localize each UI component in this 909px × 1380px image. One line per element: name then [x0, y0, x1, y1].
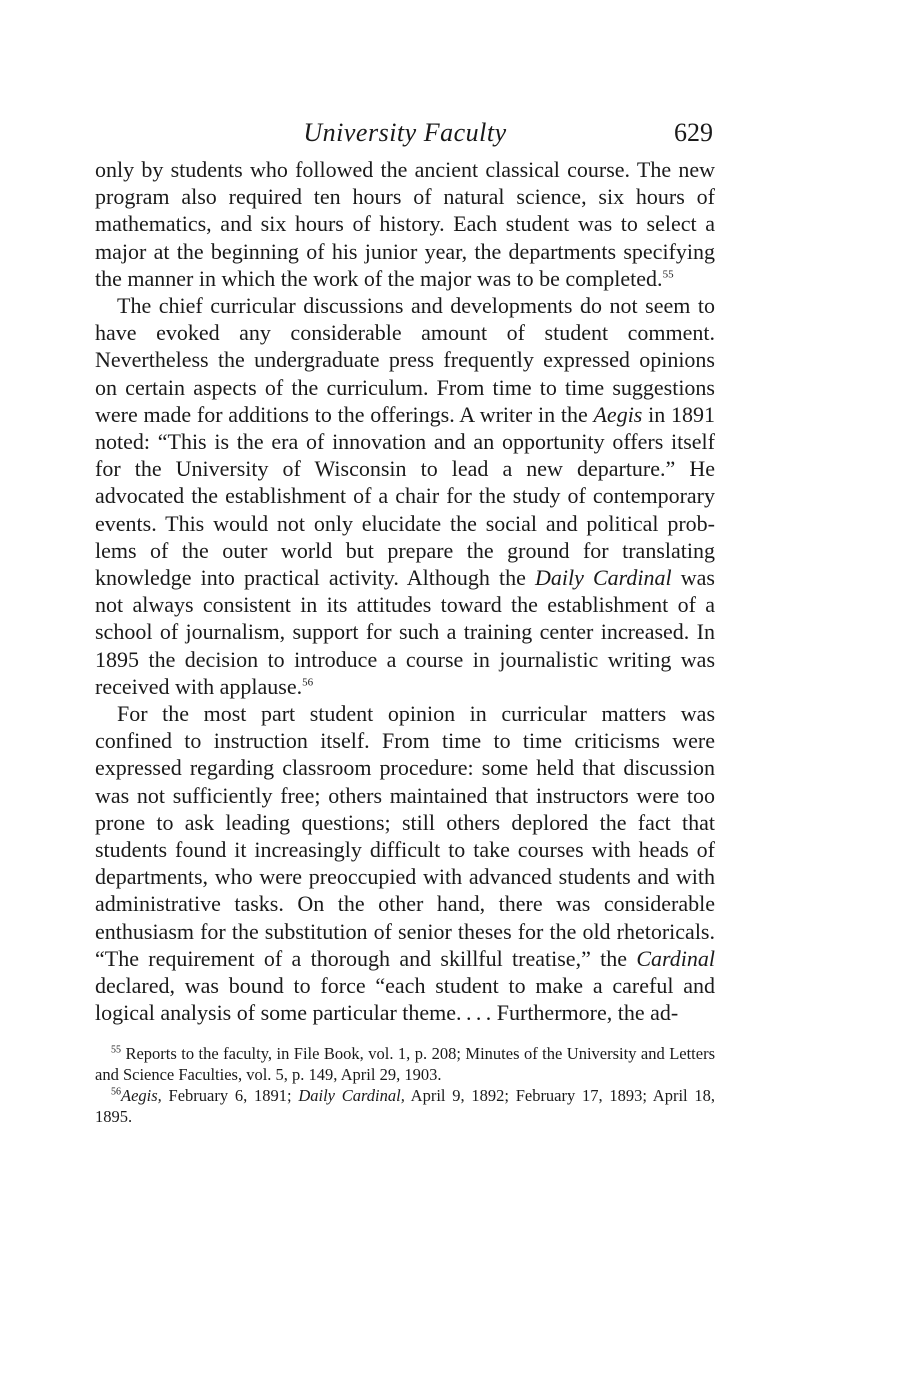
- body-text: [95, 156, 715, 1027]
- footnote-reference: 56: [302, 676, 314, 689]
- footnote-number: 55: [111, 1044, 121, 1055]
- italic-title: Daily Cardinal,: [298, 1085, 405, 1105]
- text-run: April 9, 1892; February 17, 1893; April 18, 1895.: [95, 1085, 715, 1126]
- italic-title: Aegis,: [121, 1085, 162, 1105]
- text-run: February 6, 1891;: [161, 1085, 299, 1105]
- italic-title: Aegis: [593, 401, 643, 427]
- paragraph: [95, 700, 715, 1026]
- paragraph: [95, 292, 715, 700]
- footnote: [95, 1085, 715, 1127]
- text-run: For the most part student opinion in curricular matters was confined to instruction itself. From time to time criticisms were expressed regarding classroom procedure: some held that discussion was not sufficiently free; others maintained that instructors were too prone to ask leading questions; still others deplored the fact that students found it increasingly difficult to take courses with heads of departments, who were preoccupied with advanced students and with administrative tasks. On the other hand, there was considerable enthusiasm for the substitution of senior theses for the old rhetoricals. “The requirement of a thorough and skillful treatise,” the: [95, 701, 715, 971]
- paragraph: [95, 156, 715, 292]
- footnote-number: 56: [111, 1086, 121, 1097]
- footnote-reference: 55: [662, 268, 674, 281]
- text-run: was not always consistent in its attitudes toward the establishment of a school of journalism, support for such a training center increased. In 1895 the decision to introduce a course in journalistic writing was received with applause.: [95, 565, 715, 699]
- page-number: 629: [674, 118, 713, 147]
- footnotes: [95, 1043, 715, 1127]
- book-page: [95, 114, 715, 1127]
- text-run: only by students who followed the ancient classical course. The new program also required ten hours of natural science, six hours of mathematics, and six hours of history. Each student was to select a major at the beginning of his junior year, the departments specifying the manner in which the work of the major was to be completed.: [95, 157, 715, 291]
- footnote: [95, 1043, 715, 1085]
- text-run: declared, was bound to force “each student to make a careful and logical analysis of some particular theme. . . . Furthermore, the ad-: [95, 973, 715, 1026]
- running-head: [95, 114, 715, 156]
- running-title: University Faculty: [303, 118, 507, 147]
- text-run: Reports to the faculty, in File Book, vol. 1, p. 208; Minutes of the University and Letters and Science Faculties, vol. 5, p. 149, April 29, 1903.: [95, 1043, 715, 1084]
- text-run: The chief curricular discussions and developments do not seem to have evoked any considerable amount of student comment. Nevertheless the undergraduate press frequently expressed opinions on certain aspects of the curriculum. From time to time suggestions were made for additions to the offerings. A writer in the: [95, 293, 715, 427]
- italic-title: Daily Cardinal: [535, 565, 672, 591]
- text-run: in 1891 noted: “This is the era of innovation and an opportunity offers itself for the University of Wisconsin to lead a new departure.” He advocated the establishment of a chair for the study of contemporary events. This would not only elucidate the social and political problems of the outer world but prepare the ground for translating knowledge into practical activity. Although the: [95, 401, 715, 591]
- italic-title: Cardinal: [636, 945, 715, 971]
